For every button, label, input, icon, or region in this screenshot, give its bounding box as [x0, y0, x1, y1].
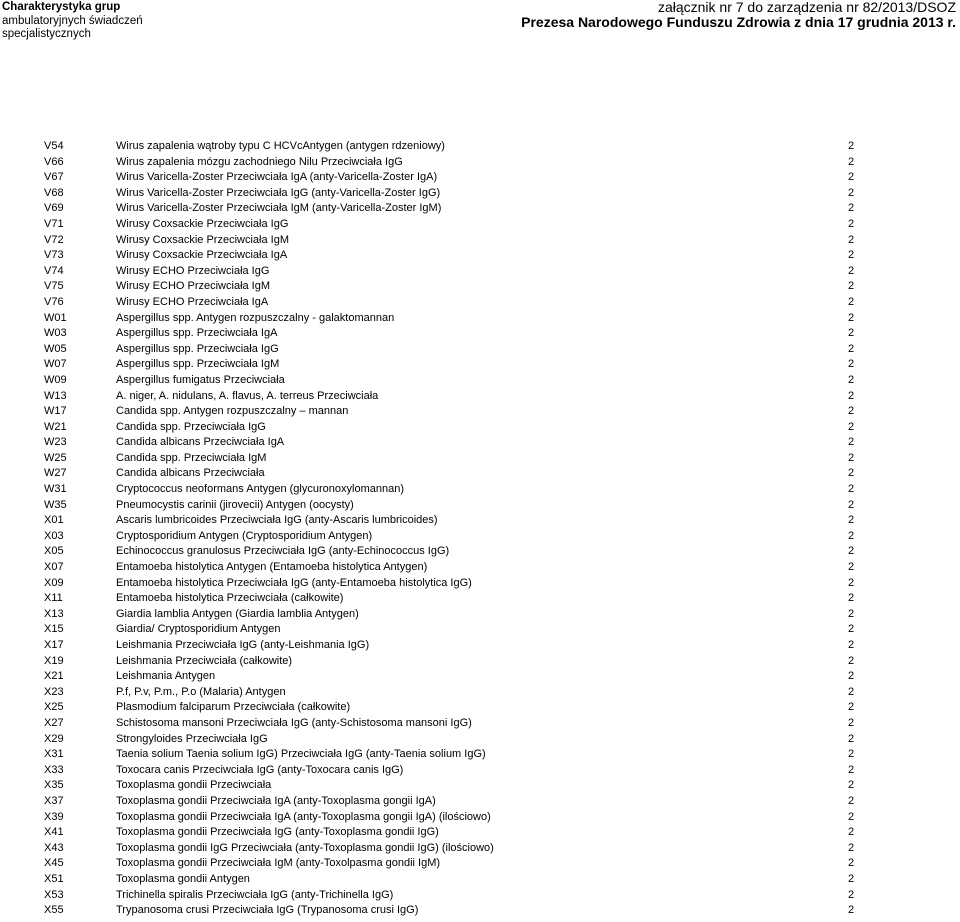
row-value: 2: [848, 358, 855, 371]
header-subtitle-line2: specjalistycznych: [2, 28, 91, 40]
row-value: 2: [848, 311, 855, 324]
row-code: X25: [44, 701, 64, 714]
row-value: 2: [848, 140, 855, 152]
table-row: [0, 357, 960, 373]
row-value: 2: [848, 264, 855, 277]
row-value: 2: [848, 639, 855, 651]
row-name: Wirusy Coxsackie Przeciwciała IgG: [116, 217, 289, 230]
row-value: 2: [848, 701, 855, 714]
table-row: [0, 716, 960, 732]
row-name: Aspergillus spp. Antygen rozpuszczalny - galaktomannan: [116, 311, 395, 324]
row-code: V71: [44, 217, 64, 230]
row-name: Giardia/ Cryptosporidium Antygen: [116, 623, 281, 636]
row-name: Trypanosoma crusi Przeciwciała IgG (Trypanosoma crusi IgG): [116, 904, 419, 917]
table-row: [0, 420, 960, 436]
row-code: X23: [44, 685, 64, 698]
row-code: W13: [44, 389, 67, 402]
table-row: [0, 513, 960, 529]
row-code: X09: [44, 576, 64, 589]
row-name: Strongyloides Przeciwciała IgG: [116, 732, 268, 745]
row-value: 2: [848, 420, 855, 433]
row-name: Wirusy Coxsackie Przeciwciała IgM: [116, 233, 289, 246]
row-value: 2: [848, 779, 855, 792]
row-name: Wirusy ECHO Przeciwciała IgM: [116, 280, 271, 293]
table-row: [0, 498, 960, 514]
row-code: X15: [44, 623, 64, 636]
row-code: X45: [44, 857, 64, 870]
row-value: 2: [848, 763, 855, 776]
row-code: X03: [44, 529, 64, 542]
row-name: Wirus Varicella-Zoster Przeciwciała IgA (anty-Varicella-Zoster IgA): [116, 171, 438, 184]
row-value: 2: [848, 483, 855, 496]
table-row: [0, 451, 960, 467]
row-value: 2: [848, 280, 855, 293]
table-row: [0, 903, 960, 919]
row-value: 2: [848, 405, 855, 418]
table-row: [0, 201, 960, 217]
row-code: W05: [44, 342, 67, 355]
row-name: Toxoplasma gondii Antygen: [116, 872, 250, 885]
row-code: W01: [44, 311, 67, 324]
row-value: 2: [848, 872, 855, 885]
row-code: X41: [44, 826, 64, 839]
row-code: X17: [44, 639, 64, 651]
table-row: [0, 747, 960, 763]
row-value: 2: [848, 654, 855, 667]
row-name: Echinococcus granulosus Przeciwciała IgG (anty-Echinococcus IgG): [116, 545, 450, 558]
row-code: W35: [44, 498, 67, 511]
row-code: X55: [44, 904, 64, 917]
row-name: Aspergillus spp. Przeciwciała IgG: [116, 342, 279, 355]
table-row: [0, 794, 960, 810]
row-value: 2: [848, 685, 855, 698]
row-value: 2: [848, 295, 855, 308]
row-name: Wirusy Coxsackie Przeciwciała IgA: [116, 249, 288, 262]
row-name: Aspergillus spp. Przeciwciała IgM: [116, 358, 280, 371]
row-value: 2: [848, 732, 855, 745]
table-row: [0, 778, 960, 794]
row-name: Candida spp. Przeciwciała IgM: [116, 451, 267, 464]
table-row: [0, 732, 960, 748]
document-header-left: [2, 1, 143, 42]
table-row: [0, 373, 960, 389]
row-code: V66: [44, 155, 64, 168]
row-name: Wirusy ECHO Przeciwciała IgG: [116, 264, 270, 277]
table-row: [0, 622, 960, 638]
table-row: [0, 217, 960, 233]
row-value: 2: [848, 249, 855, 262]
row-name: Taenia solium Taenia solium IgG) Przeciwciała IgG (anty-Taenia solium IgG): [116, 748, 486, 761]
row-name: Wirusy ECHO Przeciwciała IgA: [116, 295, 269, 308]
row-code: X37: [44, 794, 64, 807]
row-code: X53: [44, 888, 64, 901]
row-code: W03: [44, 327, 67, 340]
row-value: 2: [848, 545, 855, 558]
row-code: W17: [44, 405, 67, 418]
row-code: X39: [44, 810, 64, 823]
row-name: A. niger, A. nidulans, A. flavus, A. terreus Przeciwciała: [116, 389, 379, 402]
table-row: [0, 170, 960, 186]
row-code: V74: [44, 264, 64, 277]
row-value: 2: [848, 217, 855, 230]
table-row: [0, 248, 960, 264]
header-title: Charakterystyka grup: [2, 1, 121, 13]
table-row: [0, 669, 960, 685]
table-row: [0, 576, 960, 592]
row-code: X27: [44, 716, 64, 729]
row-code: X31: [44, 748, 64, 761]
row-code: X35: [44, 779, 64, 792]
row-code: V72: [44, 233, 64, 246]
table-row: [0, 466, 960, 482]
row-name: Cryptococcus neoformans Antygen (glycuronoxylomannan): [116, 483, 404, 496]
table-row: [0, 435, 960, 451]
row-value: 2: [848, 171, 855, 184]
table-row: [0, 264, 960, 280]
row-name: Candida albicans Przeciwciała IgA: [116, 436, 285, 449]
row-value: 2: [848, 451, 855, 464]
row-code: X21: [44, 670, 64, 683]
row-name: Plasmodium falciparum Przeciwciała (całkowite): [116, 701, 351, 714]
row-name: Candida albicans Przeciwciała: [116, 467, 265, 480]
row-value: 2: [848, 670, 855, 683]
row-value: 2: [848, 623, 855, 636]
row-name: Wirus Varicella-Zoster Przeciwciała IgG (anty-Varicella-Zoster IgG): [116, 186, 441, 199]
row-code: V73: [44, 249, 64, 262]
annex-reference: załącznik nr 7 do zarządzenia nr 82/2013/DSOZ: [657, 0, 956, 15]
row-code: X11: [44, 592, 63, 605]
row-value: 2: [848, 888, 855, 901]
row-name: Wirus Varicella-Zoster Przeciwciała IgM (anty-Varicella-Zoster IgM): [116, 202, 442, 215]
row-code: V76: [44, 295, 64, 308]
row-value: 2: [848, 529, 855, 542]
row-name: Toxoplasma gondii IgG Przeciwciała (anty-Toxoplasma gondii IgG) (ilościowo): [116, 841, 494, 854]
row-value: 2: [848, 607, 855, 620]
row-code: X13: [44, 607, 64, 620]
row-name: Entamoeba histolytica Przeciwciała IgG (anty-Entamoeba histolytica IgG): [116, 576, 472, 589]
row-code: W27: [44, 467, 67, 480]
row-name: Ascaris lumbricoides Przeciwciała IgG (anty-Ascaris lumbricoides): [116, 514, 438, 527]
table-row: [0, 841, 960, 857]
row-name: Leishmania Przeciwciała IgG (anty-Leishmania IgG): [116, 639, 370, 651]
row-value: 2: [848, 202, 855, 215]
table-row: [0, 685, 960, 701]
row-value: 2: [848, 826, 855, 839]
row-value: 2: [848, 794, 855, 807]
table-row: [0, 186, 960, 202]
row-name: Giardia lamblia Antygen (Giardia lamblia Antygen): [116, 607, 359, 620]
row-name: Schistosoma mansoni Przeciwciała IgG (anty-Schistosoma mansoni IgG): [116, 716, 472, 729]
row-value: 2: [848, 467, 855, 480]
row-code: X51: [44, 872, 64, 885]
row-code: W31: [44, 483, 67, 496]
table-row: [0, 544, 960, 560]
row-code: V54: [44, 140, 64, 152]
table-row: [0, 233, 960, 249]
test-code-table: [0, 139, 960, 919]
row-code: X43: [44, 841, 64, 854]
row-name: Toxocara canis Przeciwciała IgG (anty-Toxocara canis IgG): [116, 763, 404, 776]
row-code: W07: [44, 358, 67, 371]
row-name: Wirus zapalenia mózgu zachodniego Nilu Przeciwciała IgG: [116, 155, 403, 168]
table-row: [0, 311, 960, 327]
row-name: Candida spp. Antygen rozpuszczalny – mannan: [116, 405, 349, 418]
table-row: [0, 825, 960, 841]
table-row: [0, 872, 960, 888]
row-value: 2: [848, 592, 855, 605]
row-code: X29: [44, 732, 64, 745]
row-value: 2: [848, 716, 855, 729]
row-name: Cryptosporidium Antygen (Cryptosporidium Antygen): [116, 529, 373, 542]
row-name: P.f, P.v, P.m., P.o (Malaria) Antygen: [116, 685, 286, 698]
row-name: Aspergillus spp. Przeciwciała IgA: [116, 327, 278, 340]
row-value: 2: [848, 342, 855, 355]
row-code: X01: [44, 514, 64, 527]
row-value: 2: [848, 576, 855, 589]
row-name: Pneumocystis carinii (jirovecii) Antygen (oocysty): [116, 498, 354, 511]
row-name: Entamoeba histolytica Antygen (Entamoeba histolytica Antygen): [116, 561, 428, 574]
row-name: Wirus zapalenia wątroby typu C HCVcAntygen (antygen rdzeniowy): [116, 140, 445, 152]
row-value: 2: [848, 436, 855, 449]
table-row: [0, 638, 960, 654]
row-name: Toxoplasma gondii Przeciwciała: [116, 779, 272, 792]
issuer-line: Prezesa Narodowego Funduszu Zdrowia z dnia 17 grudnia 2013 r.: [521, 14, 956, 30]
row-value: 2: [848, 327, 855, 340]
row-value: 2: [848, 389, 855, 402]
table-row: [0, 856, 960, 872]
row-value: 2: [848, 561, 855, 574]
row-code: W21: [44, 420, 67, 433]
row-code: V69: [44, 202, 64, 215]
row-code: V75: [44, 280, 64, 293]
row-name: Toxoplasma gondii Przeciwciała IgA (anty-Toxoplasma gongii IgA): [116, 794, 436, 807]
row-code: V68: [44, 186, 64, 199]
row-code: X05: [44, 545, 64, 558]
row-value: 2: [848, 810, 855, 823]
row-name: Toxoplasma gondii Przeciwciała IgA (anty-Toxoplasma gongii IgA) (ilościowo): [116, 810, 491, 823]
row-code: W09: [44, 373, 67, 386]
document-header-right: [521, 0, 956, 30]
table-row: [0, 404, 960, 420]
table-row: [0, 560, 960, 576]
row-name: Candida spp. Przeciwciała IgG: [116, 420, 266, 433]
table-row: [0, 529, 960, 545]
table-row: [0, 888, 960, 904]
table-row: [0, 591, 960, 607]
row-name: Trichinella spiralis Przeciwciała IgG (anty-Trichinella IgG): [116, 888, 394, 901]
row-code: X33: [44, 763, 64, 776]
row-value: 2: [848, 498, 855, 511]
row-value: 2: [848, 904, 855, 917]
table-row: [0, 155, 960, 171]
table-row: [0, 342, 960, 358]
row-code: X07: [44, 561, 64, 574]
row-value: 2: [848, 186, 855, 199]
row-value: 2: [848, 233, 855, 246]
table-row: [0, 326, 960, 342]
row-name: Leishmania Antygen: [116, 670, 216, 683]
row-code: W25: [44, 451, 67, 464]
header-subtitle-line1: ambulatoryjnych świadczeń: [2, 14, 143, 27]
row-name: Toxoplasma gondii Przeciwciała IgG (anty-Toxoplasma gondii IgG): [116, 826, 439, 839]
table-row: [0, 763, 960, 779]
row-code: X19: [44, 654, 64, 667]
table-row: [0, 654, 960, 670]
table-row: [0, 139, 960, 155]
row-name: Aspergillus fumigatus Przeciwciała: [116, 373, 285, 386]
table-row: [0, 389, 960, 405]
row-value: 2: [848, 155, 855, 168]
table-row: [0, 482, 960, 498]
row-name: Leishmania Przeciwciała (całkowite): [116, 654, 293, 667]
row-value: 2: [848, 748, 855, 761]
row-name: Entamoeba histolytica Przeciwciała (całkowite): [116, 592, 344, 605]
table-row: [0, 810, 960, 826]
table-row: [0, 279, 960, 295]
row-name: Toxoplasma gondii Przeciwciała IgM (anty-Toxolpasma gondii IgM): [116, 857, 441, 870]
row-code: W23: [44, 436, 67, 449]
table-row: [0, 295, 960, 311]
row-value: 2: [848, 857, 855, 870]
table-row: [0, 607, 960, 623]
table-row: [0, 700, 960, 716]
row-value: 2: [848, 373, 855, 386]
row-value: 2: [848, 514, 855, 527]
row-code: V67: [44, 171, 64, 184]
row-value: 2: [848, 841, 855, 854]
